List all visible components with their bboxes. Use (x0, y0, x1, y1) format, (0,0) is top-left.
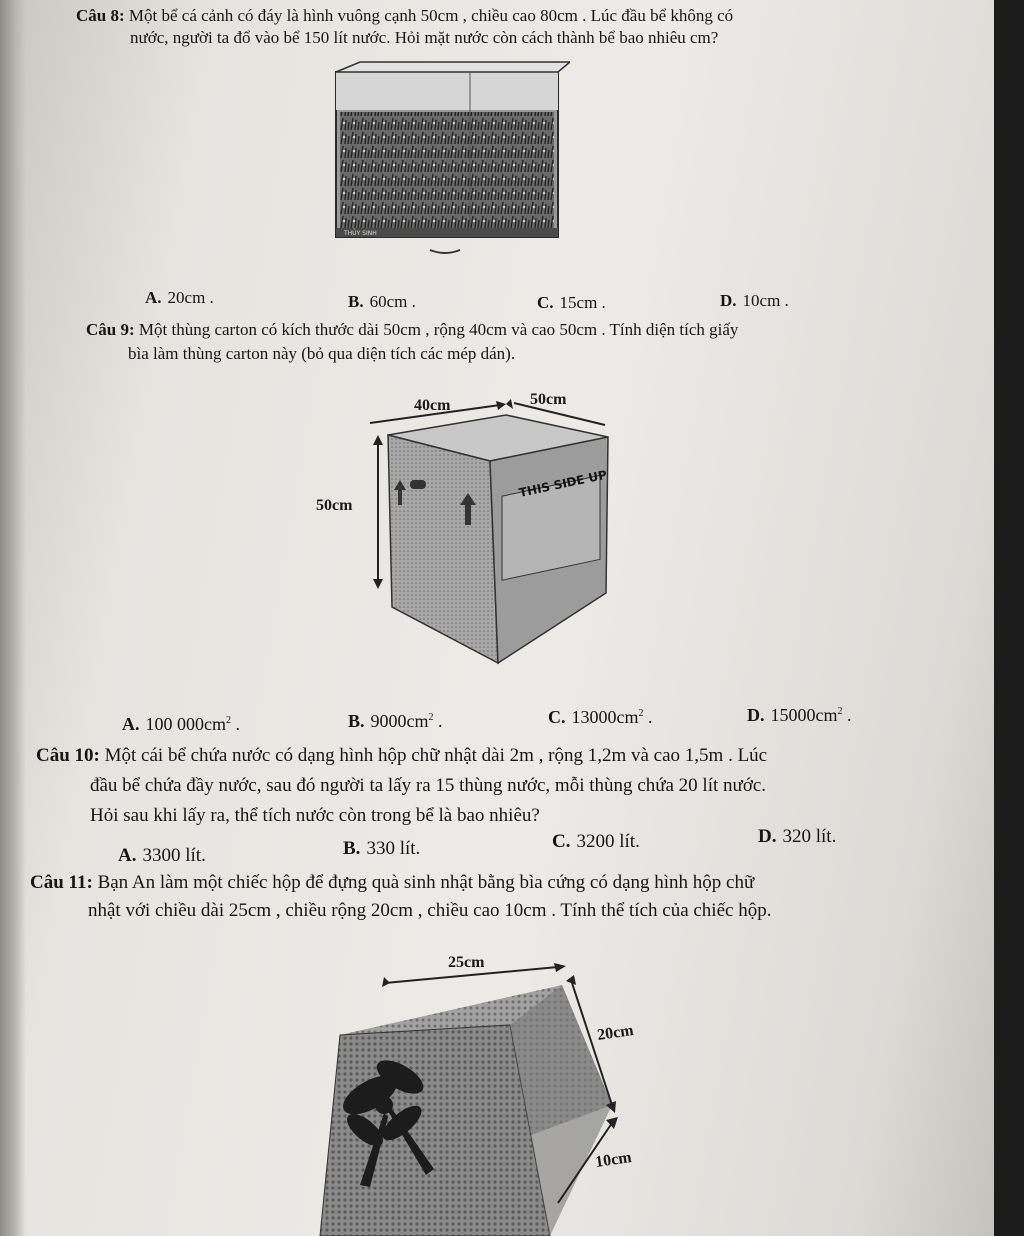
q8-text-line2: nước, người ta đổ vào bể 150 lít nước. Hỏi mặt nước còn cách thành bể bao nhiêu cm? (130, 28, 719, 47)
box11-height-label: 10cm (594, 1149, 633, 1171)
q8-text-line1: Một bể cá cảnh có đáy là hình vuông cạnh 50cm , chiều cao 80cm . Lúc đầu bể không có (128, 6, 734, 25)
aquarium-caption: THỦY SINH (344, 230, 377, 237)
box9-side-text: THIS SIDE UP (517, 467, 609, 500)
q9-option-b[interactable]: B. $9000cm^2$ . (348, 711, 443, 731)
box9-height-label: 50cm (316, 497, 353, 514)
q10-text-line1: Một cái bể chứa nước có dạng hình hộp chữ nhật dài 2m , rộng 1,2m và cao 1,5m . Lúc (104, 745, 768, 766)
q8-option-a[interactable]: A. 20cm . (145, 288, 214, 307)
q11-number: Câu 11: (30, 872, 93, 893)
q8-number: Câu 8: (76, 6, 125, 25)
q9-option-a[interactable]: A. 100 $000cm^2$ . (122, 714, 240, 734)
q9-number: Câu 9: (86, 320, 135, 339)
q10-option-c[interactable]: C. 3200 lít. (552, 831, 640, 852)
q10-text-line2: đầu bể chứa đầy nước, sau đó người ta lấy ra 15 thùng nước, mỗi thùng chứa 20 lít nước. (90, 775, 767, 796)
q9-line1 (86, 320, 738, 340)
q10-option-a[interactable]: A. 3300 lít. (118, 845, 206, 866)
q9-text-line1: Một thùng carton có kích thước dài 50cm , rộng 40cm và cao 50cm . Tính diện tích giấy (138, 320, 739, 339)
page-shadow (0, 0, 26, 1236)
q8-option-d[interactable]: D. 10cm . (720, 291, 789, 310)
q10-number: Câu 10: (36, 745, 100, 766)
q8-option-b[interactable]: B. 60cm . (348, 292, 416, 311)
q10-option-b[interactable]: B. 330 lít. (343, 838, 421, 859)
box11-length-label: 25cm (448, 954, 485, 971)
q8-option-c[interactable]: C. 15cm . (537, 293, 606, 312)
q10-option-d[interactable]: D. 320 lít. (758, 826, 837, 847)
box9-width-label: 40cm (414, 397, 451, 414)
gift-box-figure (300, 945, 660, 1236)
q11-text-line1: Bạn An làm một chiếc hộp để đựng quà sinh nhật bằng bìa cứng có dạng hình hộp chữ (97, 872, 755, 893)
q11-line1 (30, 872, 754, 894)
box11-width-label: 20cm (596, 1022, 635, 1044)
q10-line1 (36, 745, 767, 767)
aquarium-image (330, 60, 570, 270)
q9-text-line2: bìa làm thùng carton này (bỏ qua diện tích các mép dán). (128, 344, 516, 363)
q9-option-c[interactable]: C. $13000cm^2$ . (548, 707, 653, 727)
q11-text-line2: nhật với chiều dài 25cm , chiều rộng 20cm , chiều cao 10cm . Tính thể tích của chiếc hộp. (88, 900, 772, 921)
carton-box-figure (310, 385, 620, 675)
box9-length-label: 50cm (530, 391, 567, 408)
q10-text-line3: Hỏi sau khi lấy ra, thể tích nước còn trong bể là bao nhiêu? (90, 805, 540, 826)
q8-line1 (76, 6, 733, 26)
q9-option-d[interactable]: D. $15000cm^2$ . (747, 705, 852, 725)
